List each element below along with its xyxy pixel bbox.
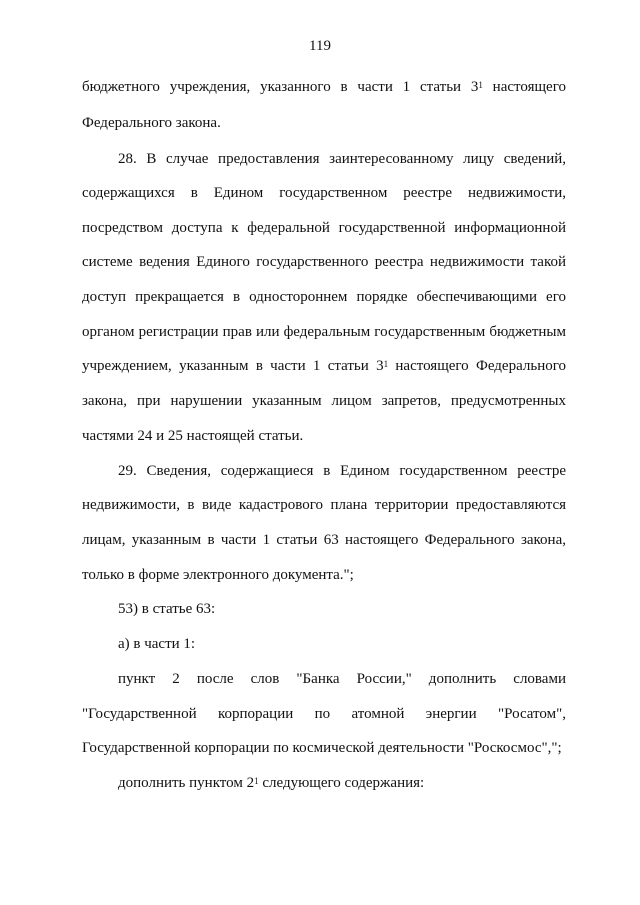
text-line: лицам, указанным в части 1 статьи 63 настоящего Федерального закона, <box>82 532 566 548</box>
text-line: 28. В случае предоставления заинтересованному лицу сведений, <box>118 151 566 167</box>
page-number: 119 <box>309 38 331 54</box>
superscript: 1 <box>254 776 259 786</box>
text-line: доступ прекращается в одностороннем порядке обеспечивающими его <box>82 289 566 305</box>
text-line: Федерального закона. <box>82 115 221 131</box>
text-line: посредством доступа к федеральной государственной информационной <box>82 220 566 236</box>
text-line: системе ведения Единого государственного реестра недвижимости такой <box>82 254 566 270</box>
text-line: содержащихся в Едином государственном реестре недвижимости, <box>82 185 566 201</box>
text-line: Государственной корпорации по космической деятельности "Роскосмос","; <box>82 740 562 756</box>
text-line: только в форме электронного документа."; <box>82 567 354 583</box>
text-line: недвижимости, в виде кадастрового плана территории предоставляются <box>82 497 566 513</box>
text-line: дополнить пунктом $2^1$ следующего содержания: <box>118 775 425 791</box>
text-line: 29. Сведения, содержащиеся в Едином государственном реестре <box>118 463 566 479</box>
text-line: 53) в статье 63: <box>118 601 216 617</box>
text-line: закона, при нарушении указанным лицом запретов, предусмотренных <box>82 393 566 409</box>
text-line: учреждением, указанным в части 1 статьи $3^1$ настоящего Федерального <box>82 358 566 374</box>
superscript: 1 <box>478 80 483 90</box>
superscript: 1 <box>383 359 389 369</box>
text-line: "Государственной корпорации по атомной энергии "Росатом", <box>82 706 566 722</box>
text-line: частями 24 и 25 настоящей статьи. <box>82 428 304 444</box>
text-line: а) в части 1: <box>118 636 196 652</box>
text-line: пункт 2 после слов "Банка России," дополнить словами <box>118 671 566 687</box>
text-line: органом регистрации прав или федеральным государственным бюджетным <box>82 324 566 340</box>
text-line: бюджетного учреждения, указанного в части 1 статьи $3^1$ настоящего <box>82 79 566 95</box>
